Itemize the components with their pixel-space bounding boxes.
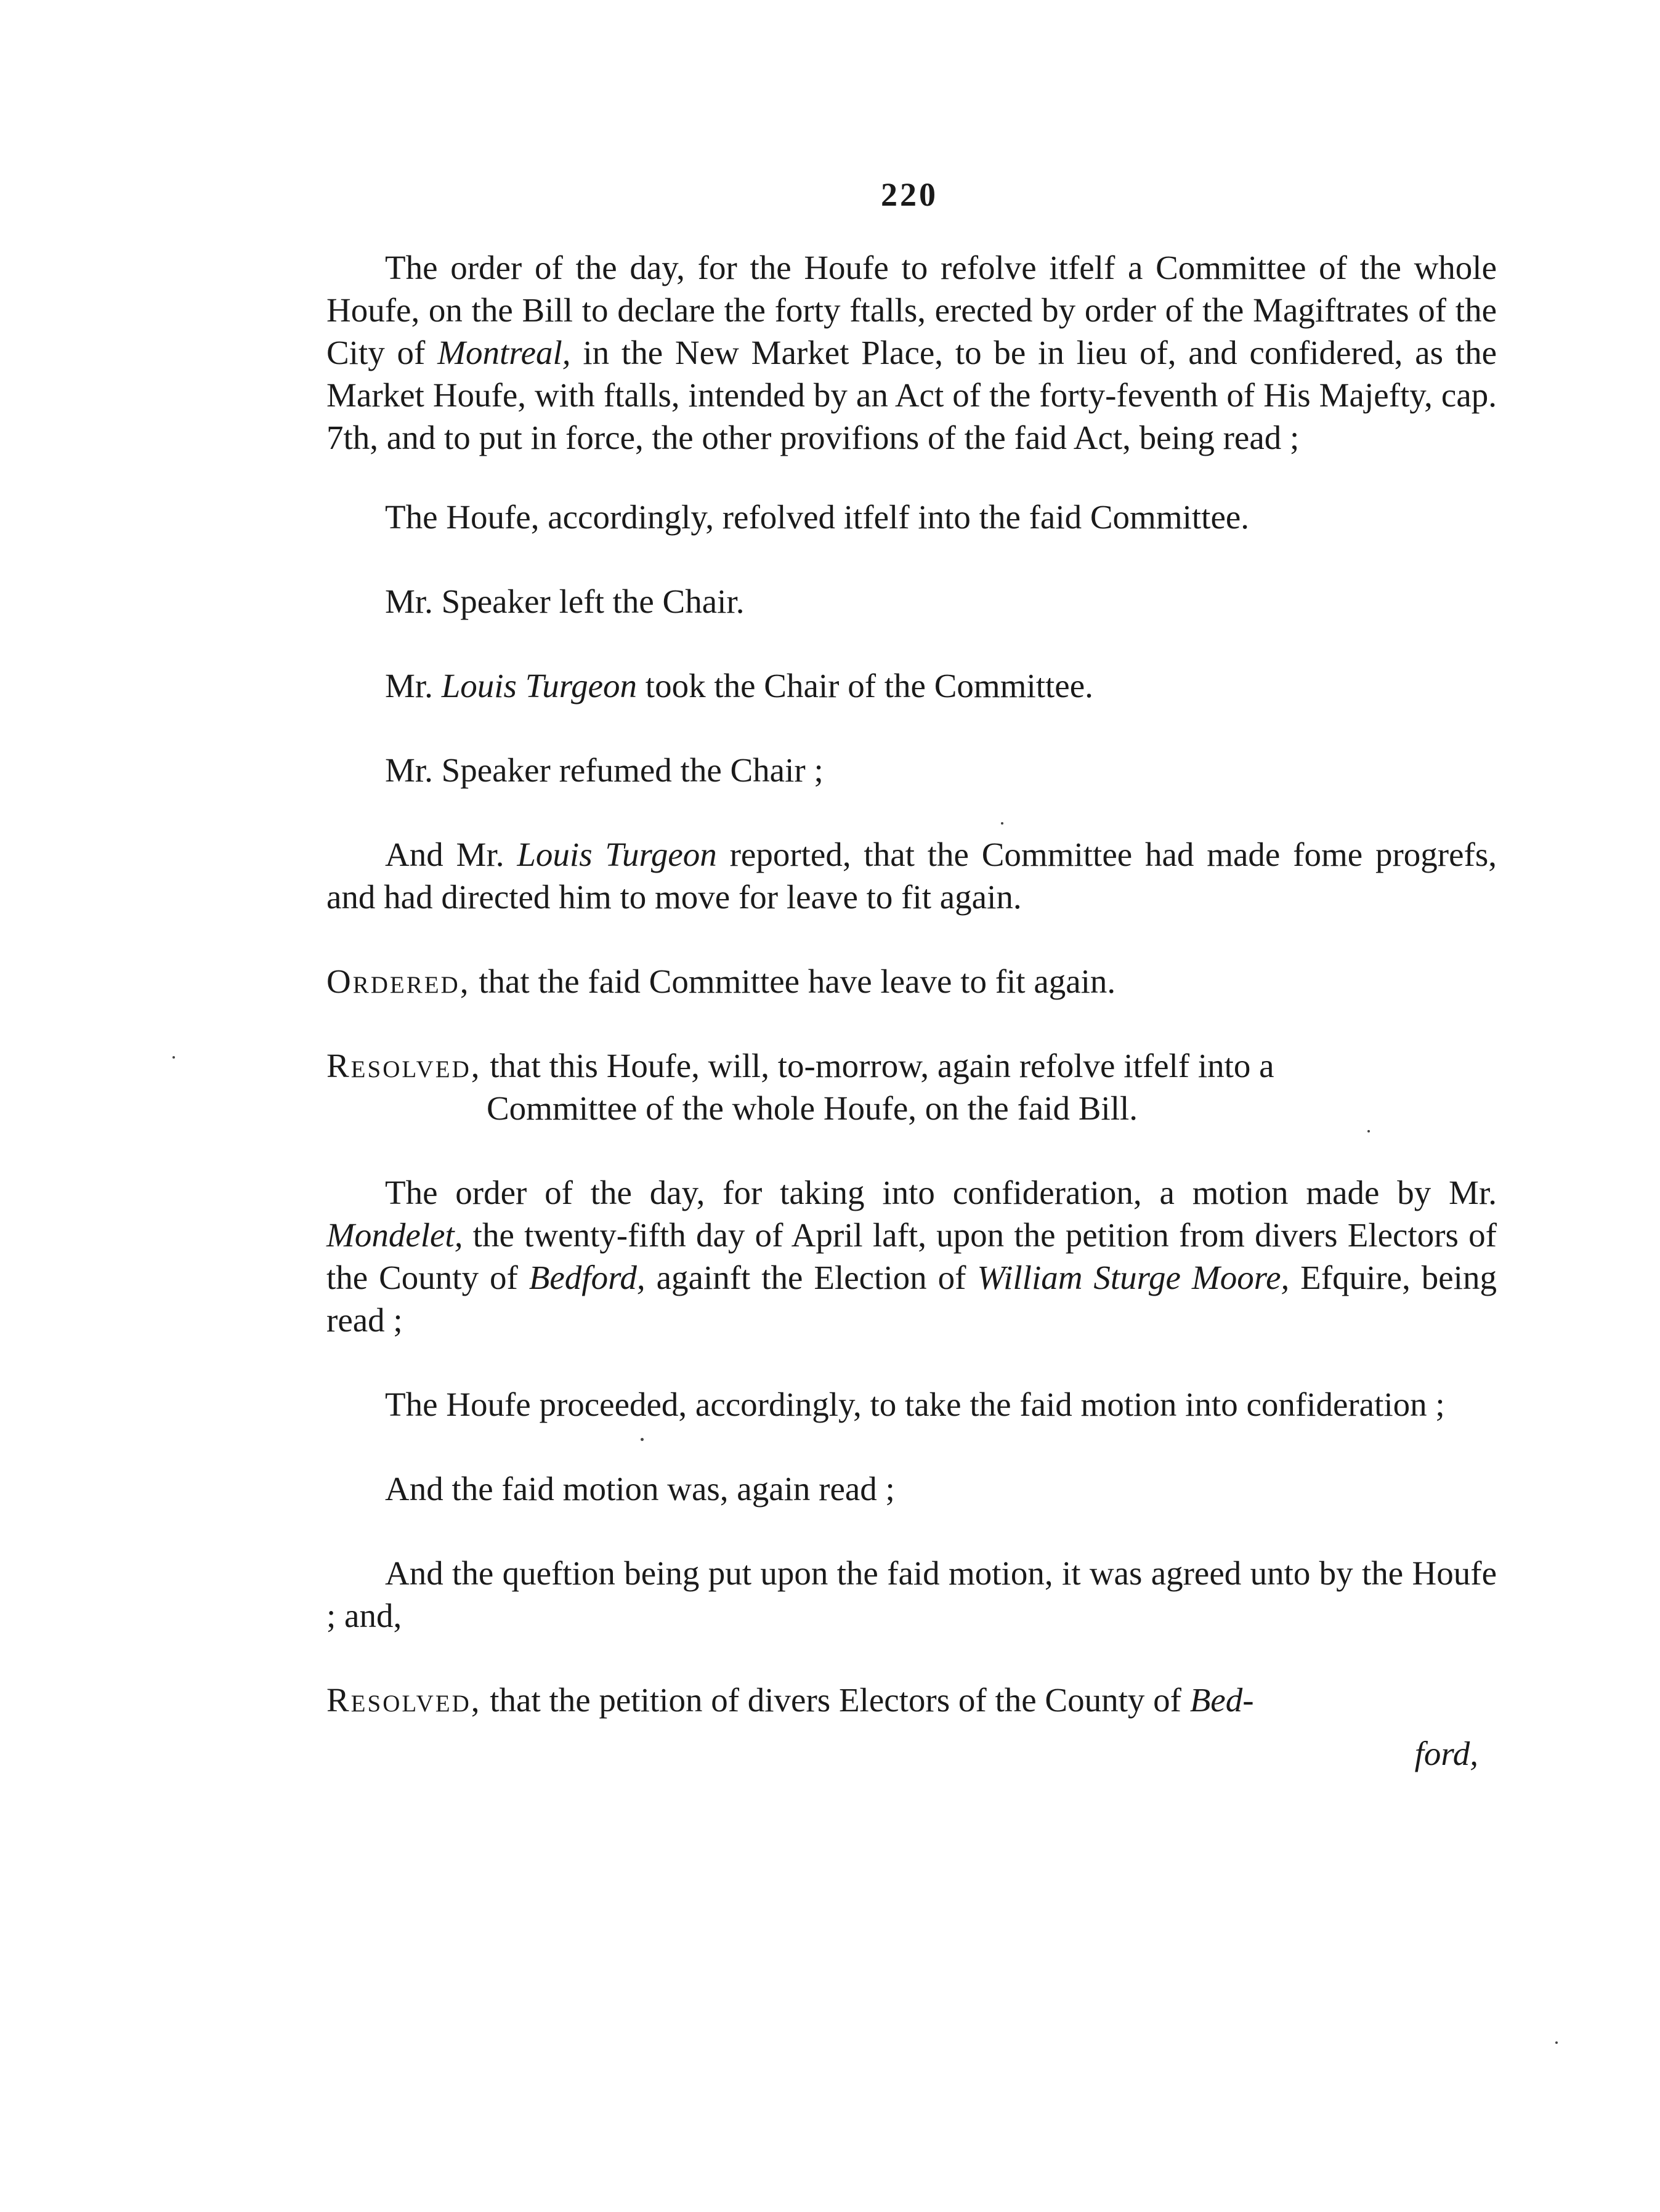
- text-segment: that the faid Committee have leave to fit again.: [470, 963, 1116, 1000]
- paragraph-house-resolved: The Houfe, accordingly, refolved itfelf into the faid Committee.: [385, 498, 1250, 536]
- person-name-louis-turgeon: Louis Turgeon: [517, 836, 717, 873]
- resolved-label: Resolved,: [326, 1681, 482, 1719]
- text-segment: againft the Election of: [645, 1259, 978, 1296]
- scan-speck: [1367, 1130, 1370, 1132]
- place-name-montreal: Montreal,: [437, 334, 571, 371]
- paragraph-resolved-petition: [326, 1679, 1497, 1721]
- text-segment: in the New Market Place, to be in lieu of, and confidered, as the Market Houfe, with ftalls, intended by an Act of the forty-feventh of His Majefty, cap. 7th, and to put in force, the other provifions of the faid Act, being read ;: [326, 334, 1497, 456]
- paragraph-motion-read: And the faid motion was, again read ;: [385, 1470, 895, 1508]
- person-name-louis-turgeon: Louis Turgeon: [441, 667, 638, 704]
- resolved-continuation: Committee of the whole Houfe, on the faid Bill.: [487, 1089, 1138, 1127]
- text-segment: the twenty-fifth day of April laft, upon the petition from divers Electors of the County of: [326, 1216, 1497, 1296]
- text-segment: The order of the day, for the Houfe to refolve itfelf a Committee of the whole Houfe, on the Bill to declare the forty ftalls, erected by order of the Magiftrates of the City of: [326, 249, 1497, 371]
- paragraph-resolved-tomorrow: [326, 1044, 1497, 1129]
- paragraph-ordered-leave: [326, 960, 1497, 1003]
- text-segment: Mr.: [385, 667, 442, 704]
- paragraph-speaker-left: Mr. Speaker left the Chair.: [385, 583, 745, 620]
- paragraph-speaker-resumed: Mr. Speaker refumed the Chair ;: [385, 751, 824, 789]
- place-name-bedford: Bedford,: [528, 1259, 646, 1296]
- paragraph-house-proceeded: The Houfe proceeded, accordingly, to take the faid motion into confideration ;: [385, 1386, 1445, 1423]
- resolved-label: Resolved,: [326, 1047, 482, 1084]
- scan-speck: [641, 1438, 644, 1441]
- paragraph-turgeon-took-chair: [326, 664, 1497, 707]
- text-segment: took the Chair of the Committee.: [637, 667, 1093, 704]
- person-name-william-sturge-moore: William Sturge Moore,: [977, 1259, 1290, 1296]
- text-segment: Efquire, being read ;: [326, 1259, 1497, 1339]
- text-segment: that this Houfe, will, to-morrow, again refolve itfelf into a: [481, 1047, 1274, 1084]
- scan-speck: [172, 1056, 175, 1059]
- paragraph-order-of-day-market: [326, 246, 1497, 459]
- text-segment: The order of the day, for taking into confideration, a motion made by Mr.: [385, 1174, 1497, 1211]
- text-segment: And Mr.: [385, 836, 517, 873]
- page-number: 220: [881, 176, 938, 213]
- paragraph-order-of-day-motion: [326, 1171, 1497, 1341]
- paragraph-turgeon-reported: [326, 833, 1497, 918]
- place-name-bedford-hyphenated: Bed-: [1189, 1681, 1254, 1719]
- catchword: ford,: [1414, 1735, 1478, 1772]
- scan-speck: [1001, 822, 1003, 825]
- text-segment: reported, that the Committee had made fome progrefs, and had directed him to move for leave to fit again.: [326, 836, 1497, 916]
- journal-text: [326, 246, 1497, 1817]
- scan-speck: [1555, 2041, 1558, 2044]
- person-name-mondelet: Mondelet,: [326, 1216, 463, 1254]
- paragraph-question-put: And the queftion being put upon the faid motion, it was agreed unto by the Houfe ; and,: [326, 1554, 1497, 1634]
- ordered-label: Ordered,: [326, 963, 471, 1000]
- text-segment: that the petition of divers Electors of the County of: [481, 1681, 1190, 1719]
